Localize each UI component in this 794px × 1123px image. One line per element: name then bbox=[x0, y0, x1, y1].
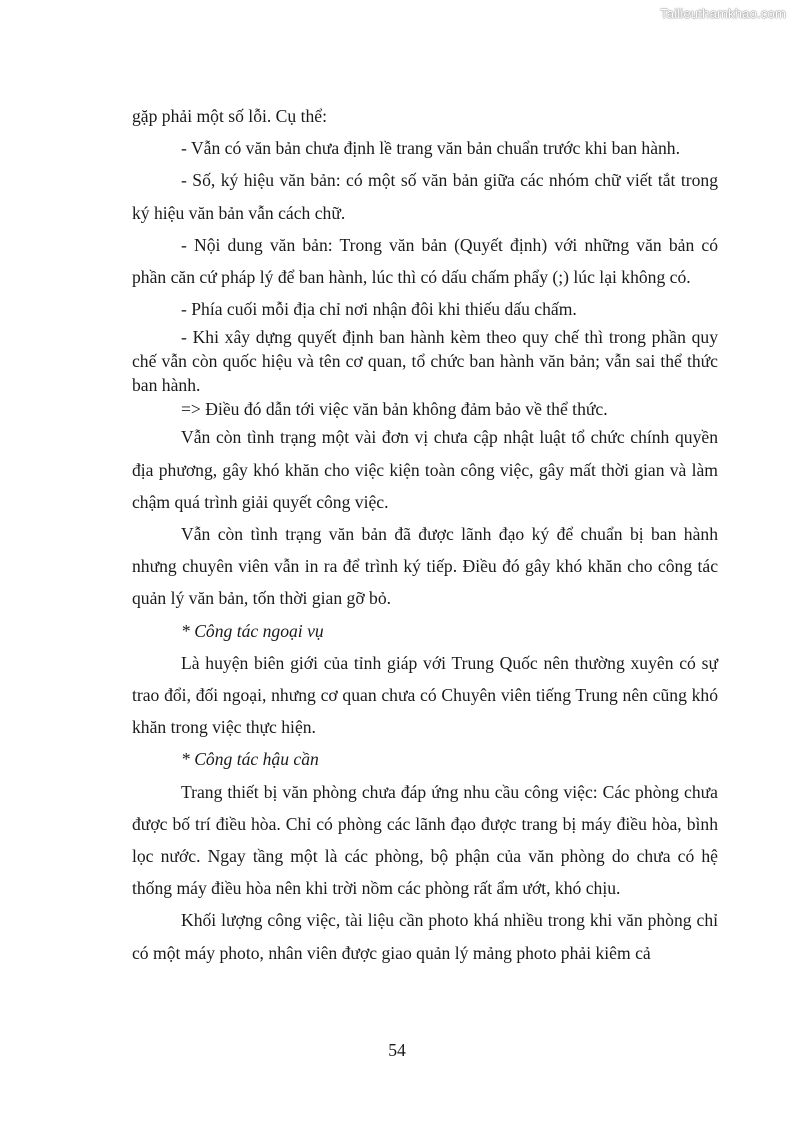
bullet-regulation-issue: - Khi xây dựng quyết định ban hành kèm theo quy chế thì trong phần quy chế vẫn còn quốc hiệu và tên cơ quan, tổ chức ban hành văn bản; vẫn sai thể thức ban hành. bbox=[132, 327, 718, 396]
bullet-content-issue: - Nội dung văn bản: Trong văn bản (Quyết định) với những văn bản có phần căn cứ pháp lý để ban hành, lúc thì có dấu chấm phẩy (;) lúc lại không có. bbox=[132, 234, 718, 288]
section-heading-foreign-affairs: * Công tác ngoại vụ bbox=[181, 620, 324, 641]
paragraph-equipment: Trang thiết bị văn phòng chưa đáp ứng nhu cầu công việc: Các phòng chưa được bố trí điều hòa. Chỉ có phòng các lãnh đạo được trang bị máy điều hòa, bình lọc nước. Ngay tầng một là các phòng, bộ phận của văn phòng do chưa có hệ thống máy điều hòa nên khi trời nồm các phòng rất ẩm ướt, khó chịu. bbox=[132, 781, 718, 899]
paragraph-intro: gặp phải một số lỗi. Cụ thể: bbox=[132, 106, 327, 126]
paragraph-foreign-affairs: Là huyện biên giới của tỉnh giáp với Trung Quốc nên thường xuyên có sự trao đổi, đối ngoại, nhưng cơ quan chưa có Chuyên viên tiếng Trung nên cũng khó khăn trong việc thực hiện. bbox=[132, 652, 718, 738]
bullet-margin-issue: - Vẫn có văn bản chưa định lề trang văn bản chuẩn trước khi ban hành. bbox=[181, 138, 681, 159]
conclusion-line: => Điều đó dẫn tới việc văn bản không đảm bảo về thể thức. bbox=[181, 399, 608, 420]
section-heading-logistics: * Công tác hậu cần bbox=[181, 749, 319, 770]
watermark-text: Tailieuthamkhao.com bbox=[660, 6, 786, 21]
bullet-symbol-issue: - Số, ký hiệu văn bản: có một số văn bản giữa các nhóm chữ viết tắt trong ký hiệu văn bản vẫn cách chữ. bbox=[132, 170, 718, 223]
paragraph-law-update: Vẫn còn tình trạng một vài đơn vị chưa cập nhật luật tổ chức chính quyền địa phương, gây khó khăn cho việc kiện toàn công việc, gây mất thời gian và làm chậm quá trình giải quyết công việc. bbox=[132, 427, 718, 512]
bullet-recipient-issue: - Phía cuối mỗi địa chỉ nơi nhận đôi khi thiếu dấu chấm. bbox=[181, 299, 577, 320]
paragraph-signed-docs: Vẫn còn tình trạng văn bản đã được lãnh đạo ký để chuẩn bị ban hành nhưng chuyên viên vẫn in ra để trình ký tiếp. Điều đó gây khó khăn cho công tác quản lý văn bản, tốn thời gian gỡ bỏ. bbox=[132, 524, 718, 609]
document-body bbox=[132, 100, 718, 969]
paragraph-photocopy: Khối lượng công việc, tài liệu cần photo khá nhiều trong khi văn phòng chỉ có một máy photo, nhân viên được giao quản lý mảng photo phải kiêm cả bbox=[132, 910, 718, 963]
page-number: 54 bbox=[388, 1040, 406, 1060]
